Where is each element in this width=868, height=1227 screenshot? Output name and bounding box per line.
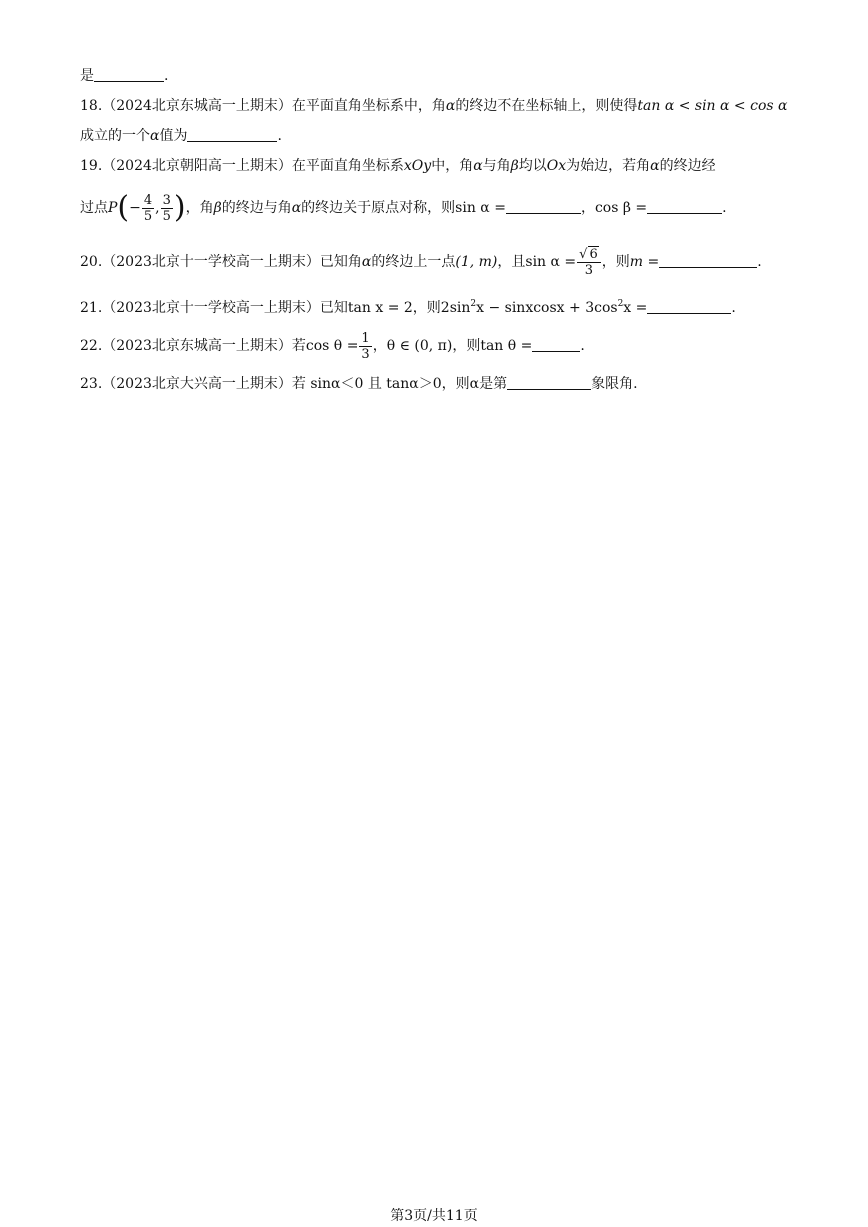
right-paren: )	[173, 190, 186, 225]
answer-blank[interactable]	[532, 337, 580, 352]
point-p: P	[108, 200, 118, 216]
question-18-line-1: 18.（2024北京东城高一上期末）在平面直角坐标系中，角α的终边不在坐标轴上，则使得tan α < sin α < cos α	[80, 98, 788, 114]
fraction: $\frac{√ 6}{3}$	[577, 246, 601, 278]
answer-blank[interactable]	[647, 199, 722, 214]
question-19-line-2: 过点P(− $\frac{4}{5}$ , $\frac{3}{5}$ )，角β的终边与角α的终边关于原点对称，则sin α = ，cos β = .	[80, 190, 727, 225]
question-20-line: 20.（2023北京十一学校高一上期末）已知角α的终边上一点(1, m)，且sin α = $\frac{√ 6}{3}$ ，则m = .	[80, 247, 762, 278]
fraction: $\frac{3}{5}$	[162, 192, 171, 224]
answer-blank[interactable]	[507, 375, 591, 390]
answer-blank[interactable]	[647, 299, 731, 314]
question-18-line-2: 成立的一个α值为 .	[80, 128, 282, 144]
answer-blank[interactable]	[506, 199, 581, 214]
question-22-line: 22.（2023北京东城高一上期末）若cos θ = $\frac{1}{3}$ ，θ ∈ (0, π)，则tan θ = .	[80, 330, 585, 362]
answer-blank[interactable]	[94, 67, 164, 82]
fraction: $\frac{1}{3}$	[361, 330, 370, 362]
carryover-line: 是 .	[80, 68, 169, 84]
answer-blank[interactable]	[659, 253, 757, 268]
left-paren: (	[117, 190, 130, 225]
page-footer: 第3页/共11页	[390, 1208, 478, 1224]
question-23-line: 23.（2023北京大兴高一上期末）若 sinα＜0 且 tanα＞0，则α是第 象限角.	[80, 376, 638, 392]
question-21-line: 21.（2023北京十一学校高一上期末）已知tan x = 2，则$2\sin^2x$ − sinxcosx + $3\cos^2x$ = .	[80, 299, 736, 316]
fraction: $\frac{4}{5}$	[143, 192, 153, 224]
answer-blank[interactable]	[187, 127, 277, 142]
question-19-line-1: 19.（2024北京朝阳高一上期末）在平面直角坐标系xOy中，角α与角β均以Ox为始边，若角α的终边经	[80, 158, 716, 174]
inequality: tan α < sin α < cos α	[637, 98, 788, 114]
point: (1, m)	[455, 254, 498, 270]
